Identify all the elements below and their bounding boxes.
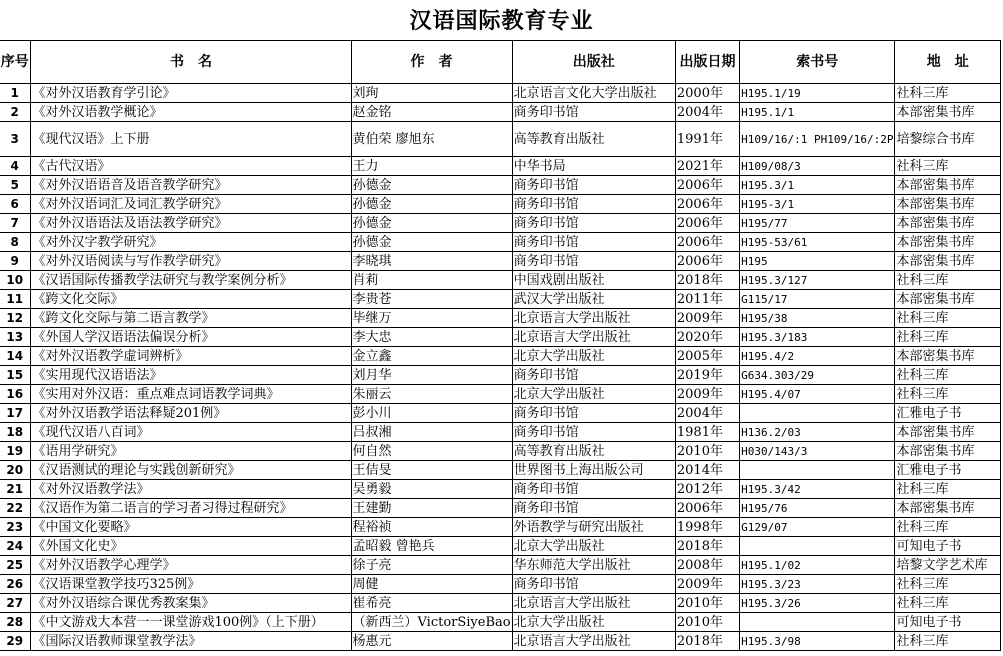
cell-book[interactable]: 《对外汉语教学法》 [31, 480, 351, 499]
cell-location[interactable]: 社科三库 [895, 309, 1001, 328]
table-row [0, 252, 1001, 271]
cell-location[interactable]: 本部密集书库 [895, 233, 1001, 252]
cell-location[interactable]: 可知电子书 [895, 613, 1001, 632]
cell-book[interactable]: 《对外汉字教学研究》 [31, 233, 351, 252]
cell-publisher[interactable]: 商务印书馆 [512, 575, 675, 594]
table-row [0, 537, 1001, 556]
cell-location[interactable]: 社科三库 [895, 632, 1001, 651]
cell-author[interactable]: 徐子亮 [351, 556, 512, 575]
cell-book[interactable]: 《实用现代汉语语法》 [31, 366, 351, 385]
cell-author[interactable]: 肖莉 [351, 271, 512, 290]
cell-no[interactable]: 10 [0, 271, 31, 290]
cell-call-number[interactable]: H195.3/26 [740, 594, 895, 613]
cell-publisher[interactable]: 商务印书馆 [512, 176, 675, 195]
cell-location[interactable]: 社科三库 [895, 328, 1001, 347]
table-row [0, 347, 1001, 366]
cell-publisher[interactable]: 北京语言文化大学出版社 [512, 84, 675, 103]
cell-call-number[interactable]: H030/143/3 [740, 442, 895, 461]
cell-publisher[interactable]: 武汉大学出版社 [512, 290, 675, 309]
cell-no[interactable]: 26 [0, 575, 31, 594]
cell-location[interactable]: 汇雅电子书 [895, 461, 1001, 480]
cell-call-number[interactable]: G634.303/29 [740, 366, 895, 385]
cell-date[interactable]: 2006年 [675, 195, 739, 214]
cell-date[interactable]: 2005年 [675, 347, 739, 366]
cell-author[interactable]: 朱丽云 [351, 385, 512, 404]
cell-call-number[interactable]: H195.3/183 [740, 328, 895, 347]
header-publisher[interactable]: 出版社 [512, 41, 675, 84]
cell-publisher[interactable]: 北京大学出版社 [512, 537, 675, 556]
cell-author[interactable]: 孙德金 [351, 195, 512, 214]
cell-location[interactable]: 本部密集书库 [895, 176, 1001, 195]
cell-location[interactable]: 社科三库 [895, 480, 1001, 499]
cell-call-number[interactable] [740, 404, 895, 423]
cell-publisher[interactable]: 北京大学出版社 [512, 613, 675, 632]
cell-book[interactable]: 《语用学研究》 [31, 442, 351, 461]
cell-no[interactable]: 25 [0, 556, 31, 575]
cell-author[interactable]: 毕继万 [351, 309, 512, 328]
cell-book[interactable]: 《对外汉语语音及语音教学研究》 [31, 176, 351, 195]
cell-no[interactable]: 7 [0, 214, 31, 233]
cell-publisher[interactable]: 北京语言大学出版社 [512, 594, 675, 613]
cell-publisher[interactable]: 商务印书馆 [512, 480, 675, 499]
cell-location[interactable]: 社科三库 [895, 157, 1001, 176]
cell-call-number[interactable]: H195.3/127 [740, 271, 895, 290]
cell-publisher[interactable]: 商务印书馆 [512, 366, 675, 385]
cell-book[interactable]: 《古代汉语》 [31, 157, 351, 176]
cell-book[interactable]: 《对外汉语词汇及词汇教学研究》 [31, 195, 351, 214]
cell-publisher[interactable]: 商务印书馆 [512, 233, 675, 252]
cell-date[interactable]: 2019年 [675, 366, 739, 385]
cell-author[interactable]: 崔希亮 [351, 594, 512, 613]
page-title: 汉语国际教育专业 [409, 8, 594, 34]
table-row [0, 556, 1001, 575]
cell-book[interactable]: 《汉语作为第二语言的学习者习得过程研究》 [31, 499, 351, 518]
cell-no[interactable]: 20 [0, 461, 31, 480]
cell-author[interactable]: 王建勤 [351, 499, 512, 518]
table-row [0, 499, 1001, 518]
cell-book[interactable]: 《外国文化史》 [31, 537, 351, 556]
header-date[interactable]: 出版日期 [675, 41, 739, 84]
table-row [0, 195, 1001, 214]
cell-no[interactable]: 6 [0, 195, 31, 214]
table-row [0, 271, 1001, 290]
table-row [0, 461, 1001, 480]
cell-book[interactable]: 《外国人学汉语语法偏误分析》 [31, 328, 351, 347]
cell-location[interactable]: 培黎综合书库 [895, 122, 1001, 157]
cell-publisher[interactable]: 商务印书馆 [512, 499, 675, 518]
cell-date[interactable]: 2000年 [675, 84, 739, 103]
cell-no[interactable]: 12 [0, 309, 31, 328]
cell-location[interactable]: 培黎文学艺术库 [895, 556, 1001, 575]
header-location[interactable]: 地 址 [895, 41, 1001, 84]
cell-author[interactable]: 李晓琪 [351, 252, 512, 271]
cell-book[interactable]: 《对外汉语教学心理学》 [31, 556, 351, 575]
cell-location[interactable]: 社科三库 [895, 518, 1001, 537]
cell-call-number[interactable]: H136.2/03 [740, 423, 895, 442]
cell-call-number[interactable]: H109/08/3 [740, 157, 895, 176]
cell-no[interactable]: 16 [0, 385, 31, 404]
cell-date[interactable]: 2010年 [675, 613, 739, 632]
header-no[interactable]: 序号 [0, 41, 31, 84]
cell-publisher[interactable]: 世界图书上海出版公司 [512, 461, 675, 480]
cell-author[interactable]: 杨惠元 [351, 632, 512, 651]
cell-call-number[interactable]: H195/77 [740, 214, 895, 233]
cell-date[interactable]: 1998年 [675, 518, 739, 537]
cell-call-number[interactable]: H195.3/98 [740, 632, 895, 651]
cell-no[interactable]: 27 [0, 594, 31, 613]
cell-call-number[interactable]: H195.1/1 [740, 103, 895, 122]
cell-date[interactable]: 2009年 [675, 575, 739, 594]
cell-no[interactable]: 13 [0, 328, 31, 347]
table-row [0, 404, 1001, 423]
cell-book[interactable]: 《对外汉语教学概论》 [31, 103, 351, 122]
cell-call-number[interactable] [740, 461, 895, 480]
cell-author[interactable]: 王佶旻 [351, 461, 512, 480]
cell-date[interactable]: 2010年 [675, 442, 739, 461]
cell-call-number[interactable]: H195.4/07 [740, 385, 895, 404]
cell-author[interactable]: 王力 [351, 157, 512, 176]
cell-call-number[interactable]: H195.1/19 [740, 84, 895, 103]
cell-no[interactable]: 1 [0, 84, 31, 103]
cell-author[interactable]: 程裕祯 [351, 518, 512, 537]
cell-call-number[interactable]: H195/38 [740, 309, 895, 328]
cell-location[interactable]: 社科三库 [895, 366, 1001, 385]
cell-no[interactable]: 15 [0, 366, 31, 385]
table-row [0, 157, 1001, 176]
cell-call-number[interactable] [740, 537, 895, 556]
cell-date[interactable]: 2014年 [675, 461, 739, 480]
cell-publisher[interactable]: 中国戏剧出版社 [512, 271, 675, 290]
cell-call-number[interactable]: H195.4/2 [740, 347, 895, 366]
table-row [0, 594, 1001, 613]
cell-book[interactable]: 《对外汉语教学虚词辨析》 [31, 347, 351, 366]
table-row [0, 480, 1001, 499]
cell-publisher[interactable]: 高等教育出版社 [512, 442, 675, 461]
cell-location[interactable]: 本部密集书库 [895, 290, 1001, 309]
cell-call-number[interactable]: H195.3/42 [740, 480, 895, 499]
cell-date[interactable]: 2021年 [675, 157, 739, 176]
cell-date[interactable]: 2012年 [675, 480, 739, 499]
cell-location[interactable]: 本部密集书库 [895, 499, 1001, 518]
cell-no[interactable]: 4 [0, 157, 31, 176]
table-row [0, 176, 1001, 195]
cell-publisher[interactable]: 商务印书馆 [512, 423, 675, 442]
cell-publisher[interactable]: 北京语言大学出版社 [512, 328, 675, 347]
cell-call-number[interactable]: G115/17 [740, 290, 895, 309]
cell-publisher[interactable]: 商务印书馆 [512, 103, 675, 122]
cell-location[interactable]: 社科三库 [895, 575, 1001, 594]
cell-book[interactable]: 《汉语课堂教学技巧325例》 [31, 575, 351, 594]
cell-publisher[interactable]: 外语教学与研究出版社 [512, 518, 675, 537]
cell-no[interactable]: 18 [0, 423, 31, 442]
cell-publisher[interactable]: 华东师范大学出版社 [512, 556, 675, 575]
table-row [0, 122, 1001, 157]
table-row [0, 613, 1001, 632]
cell-book[interactable]: 《跨文化交际与第二语言教学》 [31, 309, 351, 328]
cell-author[interactable]: 赵金铭 [351, 103, 512, 122]
cell-no[interactable]: 24 [0, 537, 31, 556]
cell-book[interactable]: 《对外汉语阅读与写作教学研究》 [31, 252, 351, 271]
cell-author[interactable]: 吕叔湘 [351, 423, 512, 442]
cell-location[interactable]: 社科三库 [895, 84, 1001, 103]
cell-book[interactable]: 《跨文化交际》 [31, 290, 351, 309]
cell-location[interactable]: 汇雅电子书 [895, 404, 1001, 423]
cell-book[interactable]: 《对外汉语综合课优秀教案集》 [31, 594, 351, 613]
cell-location[interactable]: 社科三库 [895, 271, 1001, 290]
table-row [0, 385, 1001, 404]
table-row [0, 214, 1001, 233]
cell-publisher[interactable]: 商务印书馆 [512, 252, 675, 271]
cell-publisher[interactable]: 北京大学出版社 [512, 385, 675, 404]
cell-no[interactable]: 14 [0, 347, 31, 366]
cell-date[interactable]: 2008年 [675, 556, 739, 575]
header-call-number[interactable]: 索书号 [740, 41, 895, 84]
cell-date[interactable]: 2006年 [675, 176, 739, 195]
cell-no[interactable]: 23 [0, 518, 31, 537]
cell-author[interactable]: 孟昭毅 曾艳兵 [351, 537, 512, 556]
cell-book[interactable]: 《汉语测试的理论与实践创新研究》 [31, 461, 351, 480]
table-row [0, 575, 1001, 594]
cell-no[interactable]: 28 [0, 613, 31, 632]
cell-date[interactable]: 2004年 [675, 404, 739, 423]
cell-no[interactable]: 21 [0, 480, 31, 499]
cell-author[interactable]: （新西兰）VictorSiyeBao [352, 614, 511, 630]
cell-date[interactable]: 2009年 [675, 309, 739, 328]
cell-publisher[interactable]: 北京语言大学出版社 [512, 309, 675, 328]
cell-call-number[interactable]: G129/07 [740, 518, 895, 537]
cell-call-number[interactable] [740, 613, 895, 632]
cell-book[interactable]: 《对外汉语教学语法释疑201例》 [31, 404, 351, 423]
cell-no[interactable]: 5 [0, 176, 31, 195]
cell-publisher[interactable]: 北京语言大学出版社 [512, 632, 675, 651]
cell-call-number[interactable]: H195-3/1 [740, 195, 895, 214]
cell-book[interactable]: 《实用对外汉语：重点难点词语教学词典》 [31, 385, 351, 404]
table-row [0, 632, 1001, 651]
cell-no[interactable]: 8 [0, 233, 31, 252]
cell-date[interactable]: 2006年 [675, 233, 739, 252]
cell-location[interactable]: 本部密集书库 [895, 252, 1001, 271]
cell-call-number[interactable]: H195.3/23 [740, 575, 895, 594]
header-row [0, 41, 1001, 84]
cell-book[interactable]: 《对外汉语语法及语法教学研究》 [31, 214, 351, 233]
cell-no[interactable]: 29 [0, 632, 31, 651]
book-list-table [0, 40, 1001, 651]
cell-book[interactable]: 《汉语国际传播教学法研究与教学案例分析》 [31, 271, 351, 290]
cell-location[interactable]: 本部密集书库 [895, 214, 1001, 233]
header-book[interactable]: 书 名 [31, 41, 351, 84]
cell-author[interactable]: 李大忠 [351, 328, 512, 347]
cell-call-number[interactable]: H195.1/02 [740, 556, 895, 575]
cell-date[interactable]: 2006年 [675, 252, 739, 271]
table-row [0, 84, 1001, 103]
cell-publisher[interactable]: 北京大学出版社 [512, 347, 675, 366]
cell-author[interactable]: 吴勇毅 [351, 480, 512, 499]
cell-no[interactable]: 22 [0, 499, 31, 518]
cell-date[interactable]: 1981年 [675, 423, 739, 442]
table-row [0, 366, 1001, 385]
cell-no[interactable]: 3 [0, 122, 31, 157]
cell-author[interactable]: 孙德金 [351, 176, 512, 195]
cell-book[interactable]: 《中国文化要略》 [31, 518, 351, 537]
cell-author[interactable]: 李贵苍 [351, 290, 512, 309]
cell-publisher[interactable]: 商务印书馆 [512, 195, 675, 214]
table-row [0, 423, 1001, 442]
cell-no[interactable]: 11 [0, 290, 31, 309]
cell-call-number[interactable]: H109/16/:1 PH109/16/:2P [740, 122, 895, 157]
cell-date[interactable]: 2011年 [675, 290, 739, 309]
cell-no[interactable]: 9 [0, 252, 31, 271]
cell-author[interactable]: 周健 [351, 575, 512, 594]
cell-call-number[interactable]: H195-53/61 [740, 233, 895, 252]
cell-location[interactable]: 本部密集书库 [895, 442, 1001, 461]
cell-author[interactable]: 刘珣 [351, 84, 512, 103]
table-row [0, 309, 1001, 328]
cell-publisher[interactable]: 商务印书馆 [512, 404, 675, 423]
cell-location[interactable]: 本部密集书库 [895, 347, 1001, 366]
cell-publisher[interactable]: 商务印书馆 [512, 214, 675, 233]
cell-book[interactable]: 《现代汉语》上下册 [31, 122, 351, 157]
cell-publisher[interactable]: 中华书局 [512, 157, 675, 176]
cell-no[interactable]: 19 [0, 442, 31, 461]
table-row [0, 442, 1001, 461]
cell-location[interactable]: 社科三库 [895, 594, 1001, 613]
table-row [0, 328, 1001, 347]
cell-location[interactable]: 本部密集书库 [895, 423, 1001, 442]
cell-location[interactable]: 社科三库 [895, 385, 1001, 404]
table-row [0, 290, 1001, 309]
cell-book[interactable]: 《中文游戏大本营一一课堂游戏100例》（上下册） [31, 613, 351, 632]
cell-author[interactable]: 孙德金 [351, 214, 512, 233]
cell-date[interactable]: 2020年 [675, 328, 739, 347]
table-body [0, 84, 1001, 651]
cell-location[interactable]: 本部密集书库 [895, 195, 1001, 214]
cell-date[interactable]: 1991年 [675, 122, 739, 157]
cell-book[interactable]: 《对外汉语教育学引论》 [31, 84, 351, 103]
cell-no[interactable]: 17 [0, 404, 31, 423]
cell-author[interactable]: 金立鑫 [351, 347, 512, 366]
cell-book[interactable]: 《现代汉语八百词》 [31, 423, 351, 442]
cell-author[interactable]: 何自然 [351, 442, 512, 461]
cell-publisher[interactable]: 高等教育出版社 [512, 122, 675, 157]
cell-date[interactable]: 2018年 [675, 271, 739, 290]
table-row [0, 518, 1001, 537]
cell-call-number[interactable]: H195 [740, 252, 895, 271]
cell-book[interactable]: 《国际汉语教师课堂教学法》 [31, 632, 351, 651]
cell-date[interactable]: 2018年 [675, 537, 739, 556]
cell-author[interactable]: 孙德金 [351, 233, 512, 252]
cell-author[interactable]: 刘月华 [351, 366, 512, 385]
cell-call-number[interactable]: H195.3/1 [740, 176, 895, 195]
cell-date[interactable]: 2004年 [675, 103, 739, 122]
cell-date[interactable]: 2006年 [675, 214, 739, 233]
cell-date[interactable]: 2010年 [675, 594, 739, 613]
cell-location[interactable]: 可知电子书 [895, 537, 1001, 556]
cell-date[interactable]: 2009年 [675, 385, 739, 404]
table-row [0, 233, 1001, 252]
cell-location[interactable]: 本部密集书库 [895, 103, 1001, 122]
table-row [0, 103, 1001, 122]
cell-call-number[interactable]: H195/76 [740, 499, 895, 518]
cell-no[interactable]: 2 [0, 103, 31, 122]
cell-date[interactable]: 2006年 [675, 499, 739, 518]
header-author[interactable]: 作 者 [351, 41, 512, 84]
cell-date[interactable]: 2018年 [675, 632, 739, 651]
cell-author[interactable]: 黄伯荣 廖旭东 [351, 122, 512, 157]
cell-author[interactable]: 彭小川 [351, 404, 512, 423]
